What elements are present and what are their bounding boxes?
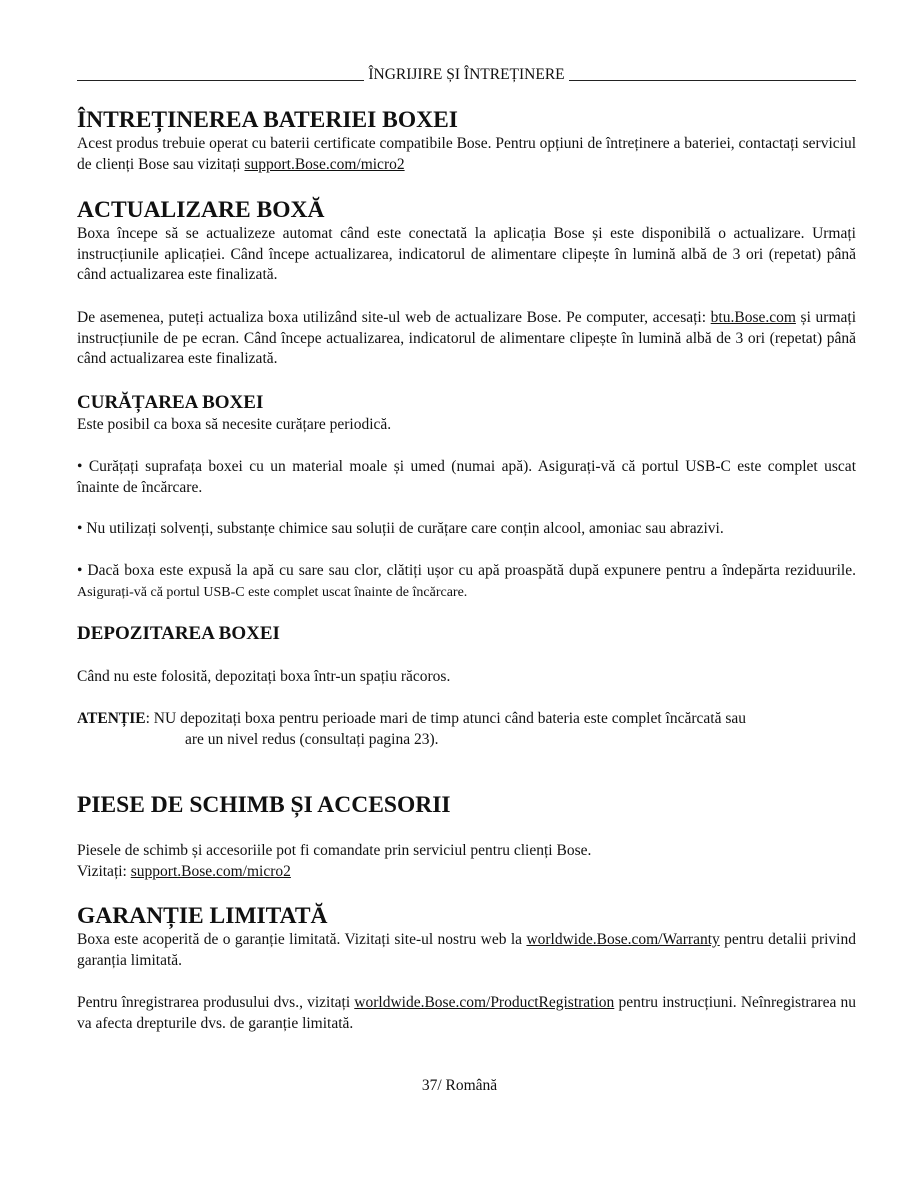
parts-heading: PIESE DE SCHIMB ȘI ACCESORII — [77, 792, 451, 818]
battery-heading: ÎNTREȚINEREA BATERIEI BOXEI — [77, 107, 458, 133]
warranty-link[interactable]: worldwide.Bose.com/Warranty — [526, 931, 720, 948]
battery-section — [77, 106, 856, 175]
cleaning-bullet-3: • Dacă boxa este expusă la apă cu sare sau clor, clătiți ușor cu apă proaspătă după expunere pentru a îndepărta reziduurile. Asigurați-vă că portul USB-C este complet uscat înainte de încărcare. — [77, 562, 856, 600]
cleaning-intro: Este posibil ca boxa să necesite curățare periodică. — [77, 416, 392, 433]
cleaning-section — [77, 391, 856, 436]
support-link[interactable]: support.Bose.com/micro2 — [244, 155, 405, 173]
warranty-heading: GARANȚIE LIMITATĂ — [77, 903, 328, 929]
cleaning-bullet-2-block — [77, 519, 856, 540]
parts-text: Piesele de schimb și accesoriile pot fi comandate prin serviciul pentru clienți Bose. — [77, 842, 592, 859]
caution-label: ATENȚIE — [77, 710, 146, 727]
update-heading: ACTUALIZARE BOXĂ — [77, 197, 325, 223]
update-paragraph-1: Boxa începe să se actualizeze automat când este conectată la aplicația Bose și este disponibilă o actualizare. Urmați instrucțiunile aplicației. Când începe actualizarea, indicatorul de alimentare clipește în lumină albă de 3 ori (repetat) până când actualizarea este finalizată. — [77, 225, 856, 283]
parts-support-link[interactable]: support.Bose.com/micro2 — [130, 862, 291, 880]
parts-section — [77, 791, 856, 819]
header-rule-right — [569, 80, 856, 81]
parts-text-block — [77, 841, 856, 882]
warranty-paragraph-1: Boxa este acoperită de o garanție limitată. Vizitați site-ul nostru web la worldwide.Bose.com/Warranty pentru detalii privind garanția limitată. — [77, 931, 856, 969]
registration-link[interactable]: worldwide.Bose.com/ProductRegistration — [354, 994, 615, 1011]
btu-link[interactable]: btu.Bose.com — [710, 309, 796, 326]
cleaning-bullet-2: • Nu utilizați solvenți, substanțe chimice sau soluții de curățare care conțin alcool, amoniac sau abrazivi. — [77, 520, 724, 537]
update-paragraph-2: De asemenea, puteți actualiza boxa utilizând site-ul web de actualizare Bose. Pe computer, accesați: btu.Bose.com și urmați instrucțiunile de pe ecran. Când începe actualizarea, indicatorul de alimentare clipește în lumină albă de 3 ori (repetat) până când actualizarea este finalizată. — [77, 309, 856, 367]
header-title: ÎNGRIJIRE ȘI ÎNTREȚINERE — [368, 66, 565, 83]
cleaning-bullet-3-block — [77, 561, 856, 603]
warranty-paragraph-2: Pentru înregistrarea produsului dvs., vizitați worldwide.Bose.com/ProductRegistration pentru instrucțiuni. Neînregistrarea nu va afecta drepturile dvs. de garanție limitată. — [77, 994, 856, 1032]
caution-line-2: are un nivel redus (consultați pagina 23). — [185, 730, 439, 748]
caution-note — [77, 709, 856, 750]
update-section — [77, 196, 856, 286]
running-header — [77, 66, 856, 84]
storage-text: Când nu este folosită, depozitați boxa într-un spațiu răcoros. — [77, 668, 451, 685]
cleaning-heading: CURĂȚAREA BOXEI — [77, 392, 264, 413]
storage-section — [77, 622, 856, 646]
page-number: 37/ Română — [421, 1077, 498, 1094]
header-rule-left — [77, 80, 364, 81]
storage-text-block — [77, 667, 856, 688]
parts-visit: Vizitați: support.Bose.com/micro2 — [77, 862, 291, 880]
warranty-paragraph-2-block — [77, 993, 856, 1034]
warranty-section — [77, 902, 856, 971]
battery-text: Acest produs trebuie operat cu baterii certificate compatibile Bose. Pentru opțiuni de întreținere a bateriei, contactați serviciul de clienți Bose sau vizitați support.Bose.com/micro2 — [77, 135, 857, 173]
storage-heading: DEPOZITAREA BOXEI — [77, 623, 280, 644]
cleaning-bullet-1: • Curățați suprafața boxei cu un material moale și umed (numai apă). Asigurați-vă că portul USB-C este complet uscat înainte de încărcare. — [77, 458, 856, 496]
update-paragraph-2-block — [77, 308, 856, 370]
cleaning-bullet-1-block — [77, 457, 856, 498]
caution-line-1: : NU depozitați boxa pentru perioade mari de timp atunci când bateria este complet încărcată sau — [145, 710, 747, 727]
